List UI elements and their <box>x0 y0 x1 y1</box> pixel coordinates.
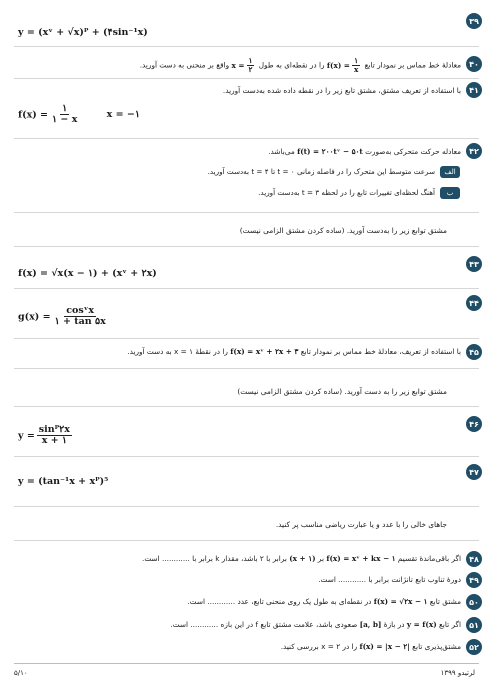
q41-fraction <box>50 104 79 126</box>
q48-text-c: برابر با ۲ باشد، مقدار k برابر با ............ است. <box>142 554 287 563</box>
q46-equation <box>18 425 74 447</box>
divider <box>14 540 479 541</box>
question-number: ۴۱ <box>469 85 479 95</box>
fraction-denominator: x <box>353 65 359 75</box>
q43-equation: f(x) = √x(x − ۱) + (xᵛ + ۲x) <box>18 268 157 279</box>
q41-equation <box>18 104 140 126</box>
fraction-numerator: ۱ <box>354 56 359 65</box>
q45-text <box>14 347 461 356</box>
divider <box>14 78 479 79</box>
instruction-text: مشتق توابع زیر را به دست آورید. (ساده کردن مشتق الزامی نیست) <box>237 387 447 396</box>
q45-text-a: با استفاده از تعریف، معادلهٔ خط مماس بر نمودار تابع <box>300 347 461 356</box>
question-number-badge <box>466 416 482 432</box>
question-number-badge <box>466 82 482 98</box>
divider <box>14 288 479 289</box>
q40-x <box>231 56 256 75</box>
footer-exam-name: لرتیدو ۱۳۹۹ <box>440 669 475 677</box>
question-number-badge <box>466 256 482 272</box>
q48-equation: f(x) = xᵛ + kx − ۱ <box>326 554 396 563</box>
q42-text-b: می‌باشد. <box>268 147 295 156</box>
q52-equation: f(x) = |x − ۲| <box>359 642 410 651</box>
q51-text-b: در بازهٔ <box>383 620 405 629</box>
question-number: ۵۲ <box>469 642 479 652</box>
question-number: ۵۱ <box>469 620 479 630</box>
question-number-badge <box>466 572 482 588</box>
q40-text-c: واقع بر منحنی به دست آورید. <box>139 60 230 70</box>
footer-divider <box>14 663 479 664</box>
q45-text-b: را در نقطهٔ ۱ = x به دست آورید. <box>127 347 228 356</box>
divider <box>14 338 479 339</box>
q41-text: با استفاده از تعریف مشتق، مشتق تابع زیر را در نقطه داده شده به‌دست آورید. <box>222 86 461 95</box>
q42-text <box>14 147 461 156</box>
q50-equation: f(x) = √۲x − ۱ <box>373 597 428 606</box>
q39-equation: y = (xᵛ + √x)ᴾ + (۴sin⁻¹x) <box>18 27 148 38</box>
q44-lhs: g(x) = <box>18 311 51 323</box>
fraction-numerator: ۱ <box>62 103 68 114</box>
question-number: ۴۰ <box>469 59 479 69</box>
question-number-badge <box>466 551 482 567</box>
q40-fx <box>326 56 362 75</box>
question-number: ۴۷ <box>469 467 479 477</box>
fraction-numerator: cosᵛx <box>66 305 95 316</box>
fraction-numerator: ۱ <box>248 56 253 65</box>
q51-interval: [a, b] <box>359 620 382 629</box>
q40-text <box>14 57 461 74</box>
divider <box>14 456 479 457</box>
divider <box>14 406 479 407</box>
q41-fx: f(x) = <box>18 109 49 121</box>
question-number: ۴۹ <box>469 575 479 585</box>
q52-text <box>14 642 461 651</box>
question-number: ۳۹ <box>469 16 479 26</box>
divider <box>14 506 479 507</box>
fraction-numerator: sinᴾ۲x <box>38 424 70 435</box>
fraction-denominator: x + ۱ <box>41 435 68 447</box>
q40-fraction <box>352 57 360 74</box>
q40-text-a: معادلهٔ خط مماس بر نمودار تابع <box>364 60 461 70</box>
question-number: ۴۸ <box>469 554 479 564</box>
footer-page-number: ۵/۱۰ <box>14 669 28 677</box>
question-number: ۴۲ <box>469 146 479 156</box>
q50-text <box>14 597 461 606</box>
question-number-badge <box>466 639 482 655</box>
question-number: ۴۳ <box>469 259 479 269</box>
q46-fraction <box>37 425 72 447</box>
divider <box>14 212 479 213</box>
question-number-badge <box>466 56 482 72</box>
q51-function: y = f(x) <box>406 620 437 629</box>
q51-text-c: صعودی باشد، علامت مشتق تابع f در این بازه ............ است. <box>170 620 358 629</box>
divider <box>14 246 479 247</box>
q40-x-label: x = <box>231 60 245 70</box>
q42-equation: f(t) = ۲۰۰tᵛ − ۵۰t <box>297 147 363 156</box>
question-number-badge <box>466 344 482 360</box>
divider <box>14 138 479 139</box>
q49-text: دورهٔ تناوب تابع تانژانت برابر با ............ است. <box>318 575 461 584</box>
q41-point: x = −۱ <box>106 109 140 121</box>
q48-text-a: اگر باقی‌ماندهٔ تقسیم <box>397 554 461 563</box>
instruction-text: جاهای خالی را با عدد و یا عبارت ریاضی مناسب پر کنید. <box>275 520 447 529</box>
q50-text-a: مشتق تابع <box>429 597 461 606</box>
q42-part-a: سرعت متوسط این متحرک را در فاصله زمانی ۰ = t تا ۴ = t به‌دست آورید. <box>207 167 435 176</box>
q42-text-a: معادله حرکت متحرکی به‌صورت <box>365 147 461 156</box>
q46-lhs: y = <box>18 430 35 442</box>
q48-divisor: (x + ۱) <box>289 554 316 563</box>
q52-text-a: مشتق‌پذیری تابع <box>412 642 461 651</box>
part-a-label: الف <box>440 166 460 178</box>
question-number-badge <box>466 143 482 159</box>
question-number-badge <box>466 594 482 610</box>
q40-fx-label: f(x) = <box>326 60 350 70</box>
question-number: ۴۴ <box>469 298 479 308</box>
fraction-denominator: ۱ + tan ۵x <box>54 316 106 328</box>
q51-text <box>14 620 461 629</box>
fraction-denominator: ۱ − x <box>52 114 78 126</box>
q40-text-b: را در نقطه‌ای به طول <box>258 60 325 70</box>
question-number-badge <box>466 295 482 311</box>
q48-text-b: بر <box>317 554 324 563</box>
question-number: ۴۵ <box>469 347 479 357</box>
q51-text-a: اگر تابع <box>438 620 461 629</box>
question-number: ۴۶ <box>469 419 479 429</box>
q42-part-b: آهنگ لحظه‌ای تغییرات تابع را در لحظه ۳ = t به‌دست آورید. <box>258 188 435 197</box>
q50-text-b: در نقطه‌ای به طول یک روی منحنی تابع، عدد ............ است. <box>187 597 372 606</box>
part-b-label: ب <box>440 187 460 199</box>
q40-half-fraction <box>247 57 255 74</box>
question-number-badge <box>466 13 482 29</box>
question-number-badge <box>466 617 482 633</box>
divider <box>14 46 479 47</box>
q47-equation: y = (tan⁻¹x + xᴾ)⁵ <box>18 476 109 487</box>
q44-fraction <box>53 306 108 328</box>
q44-equation <box>18 306 110 328</box>
question-number-badge <box>466 464 482 480</box>
q52-text-b: را در ۲ = x بررسی کنید. <box>280 642 358 651</box>
q48-text <box>14 554 461 563</box>
instruction-text: مشتق توابع زیر را به‌دست آورید. (ساده کردن مشتق الزامی نیست) <box>239 226 447 235</box>
question-number: ۵۰ <box>469 597 479 607</box>
divider <box>14 368 479 369</box>
fraction-denominator: ۲ <box>248 65 253 75</box>
q45-equation: f(x) = xᵛ + ۲x + ۳ <box>230 347 299 356</box>
